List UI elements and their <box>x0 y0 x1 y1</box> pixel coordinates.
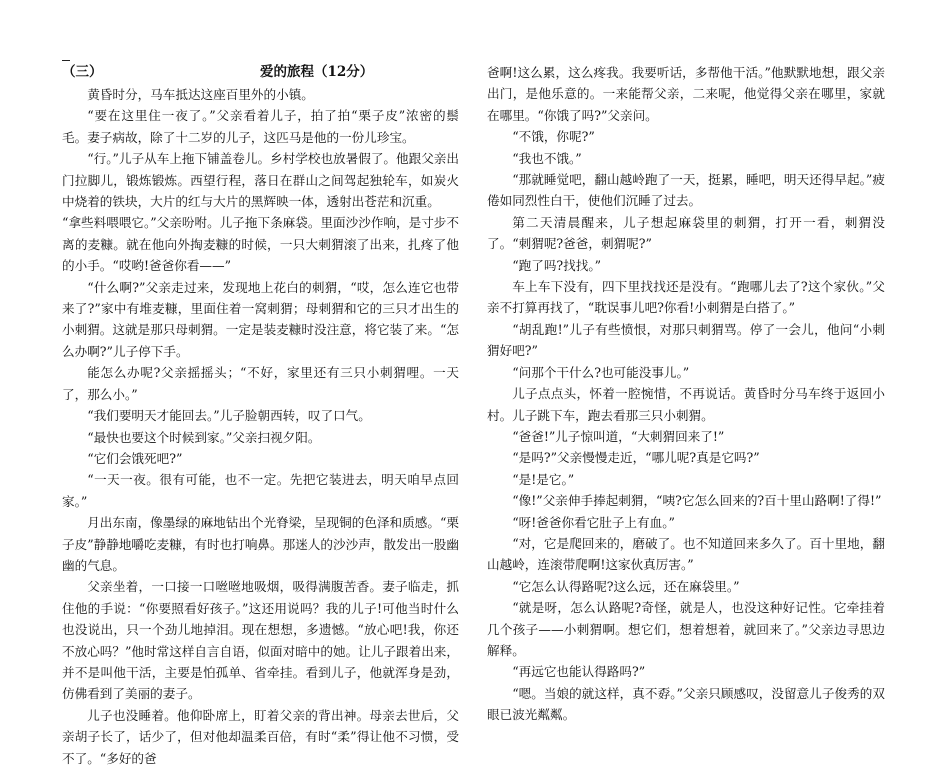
right-column-body <box>487 62 885 726</box>
paragraph: “行。”儿子从车上拖下铺盖卷儿。乡村学校也放暑假了。他跟父亲出门拉脚儿，锻炼锻炼。西望行程，落日在群山之间驾起独轮车，如炭火中烧着的铁块，大片的红与大片的黑辉映一体，透射出苍茫和沉重。 <box>62 151 459 210</box>
paragraph: 儿子也没睡着。他仰卧席上，盯着父亲的背出神。母亲去世后，父亲胡子长了，话少了，但对他却温柔百倍，有时“柔”得让他不习惯，受不了。“多好的爸 <box>62 707 459 766</box>
section-number: （三） <box>62 64 103 80</box>
paragraph: 车上车下没有，四下里找找还是没有。“跑哪儿去了?这个家伙。”父亲不打算再找了，“耽误事儿吧?你看!小刺猬是白搭了。” <box>487 279 885 316</box>
left-column-body <box>62 84 459 769</box>
paragraph: 月出东南，像墨绿的麻地钻出个光脊梁，呈现铜的色泽和质感。“栗子皮”静静地嚼吃麦糠，有时也打响鼻。那迷人的沙沙声，散发出一股幽幽的气息。 <box>62 515 459 573</box>
paragraph: “像!”父亲伸手捧起刺猬，“咦?它怎么回来的?百十里山路啊!了得!” <box>512 493 882 509</box>
paragraph: “拿些料喂喂它。”父亲吩咐。儿子拖下条麻袋。里面沙沙作响，是寸步不离的麦糠。就在他向外掏麦糠的时候，一只大刺猬滚了出来，扎疼了他的小手。“哎哟!爸爸你看——” <box>62 215 459 274</box>
paragraph: “它们会饿死吧?” <box>87 450 183 466</box>
paragraph: “再远它也能认得路吗?” <box>512 664 646 680</box>
paragraph: “是吗?”父亲慢慢走近，“哪儿呢?真是它吗?” <box>512 450 760 466</box>
paragraph: 第二天清晨醒来，儿子想起麻袋里的刺猬，打开一看，刺猬没了。“刺猬呢?爸爸，刺猬呢?” <box>487 214 885 252</box>
paragraph: “就是呀，怎么认路呢?奇怪，就是人，也没这种好记性。它牵挂着几个孩子——小刺猬啊。想它们，想着想着，就回来了。”父亲边寻思边解释。 <box>487 600 885 658</box>
paragraph: “我们要明天才能回去。”儿子脸朝西转，叹了口气。 <box>87 408 371 424</box>
paragraph: “呀!爸爸你看它肚子上有血。” <box>512 514 675 530</box>
paragraph: “胡乱跑!”儿子有些愤恨，对那只刺猬骂。停了一会儿，他问“小刺猬好吧?” <box>487 321 885 359</box>
paragraph: 黄昏时分，马车抵达这座百里外的小镇。 <box>87 87 314 102</box>
left-column <box>62 62 459 769</box>
paragraph: “最快也要这个时候到家。”父亲扫视夕阳。 <box>87 429 321 445</box>
paragraph: “对，它是爬回来的，磨破了。也不知道回来多久了。百十里地，翻山越岭，连滚带爬啊!这家伙真厉害。” <box>487 535 885 573</box>
passage-title: 爱的旅程（12分） <box>260 64 374 80</box>
paragraph: “问那个干什么?也可能没事儿。” <box>512 364 690 380</box>
paragraph: 爸啊!这么累，这么疼我。我要听话，多帮他干活。”他默默地想，跟父亲出门，是他乐意的。一来能帮父亲，二来呢，他觉得父亲在哪里，家就在哪里。“你饿了吗?”父亲问。 <box>487 65 885 123</box>
paragraph: 父亲坐着，一口接一口咝咝地吸烟，吸得满腹苦香。妻子临走，抓住他的手说：“你要照看好孩子。”这还用说吗？我的儿子!可他当时什么也没说出，只一个劲儿地掉泪。现在想想，多遗憾。“放心吧!我，你还不放心吗？”他时常这样自言自语，似面对暗中的她。让儿子跟着出来，并不是叫他干活，主要是怕孤单、省牵挂。看到儿子，他就浑身是劲，仿佛看到了美丽的妻子。 <box>62 579 459 702</box>
margin-dash <box>62 60 70 61</box>
paragraph: 儿子点点头，怀着一腔惋惜，不再说话。黄昏时分马车终于返回小村。儿子跳下车，跑去看那三只小刺猬。 <box>487 386 885 423</box>
paragraph: 能怎么办呢?父亲摇摇头；“不好，家里还有三只小刺猬哩。一天了，那么小。” <box>62 365 459 402</box>
paragraph: “它怎么认得路呢?这么远，还在麻袋里。” <box>512 578 740 594</box>
paragraph: “什么啊?”父亲走过来，发现地上花白的刺猬，“哎，怎么连它也带来了?”家中有堆麦糠，里面住着一窝刺猬；母刺猬和它的三只才出生的小刺猬。这就是那只母刺猬。一定是装麦糠时没注意，将它装了来。“怎么办啊?”儿子停下手。 <box>62 279 459 359</box>
right-column <box>487 62 885 726</box>
passage-heading <box>62 62 459 84</box>
paragraph: “一天一夜。很有可能，也不一定。先把它装进去，明天咱早点回家。” <box>62 472 459 509</box>
paragraph: “是!是它。” <box>512 471 575 487</box>
paragraph: “不饿，你呢?” <box>512 129 595 145</box>
paragraph: “跑了吗?找找。” <box>512 257 602 273</box>
paragraph: “爸爸!”儿子惊叫道，“大刺猬回来了!” <box>512 428 725 444</box>
paragraph: “那就睡觉吧，翻山越岭跑了一天，挺累，睡吧，明天还得早起。”疲倦如同烈性白干，使他们沉睡了过去。 <box>487 172 885 209</box>
paragraph: “要在这里住一夜了。”父亲看着儿子，拍了拍“栗子皮”浓密的鬃毛。妻子病故，除了十二岁的儿子，这匹马是他的一份儿珍宝。 <box>62 108 459 145</box>
paragraph: “我也不饿。” <box>512 150 582 166</box>
paragraph: “嗯。当娘的就这样，真不孬。”父亲只顾感叹，没留意儿子俊秀的双眼已波光粼粼。 <box>487 685 885 723</box>
